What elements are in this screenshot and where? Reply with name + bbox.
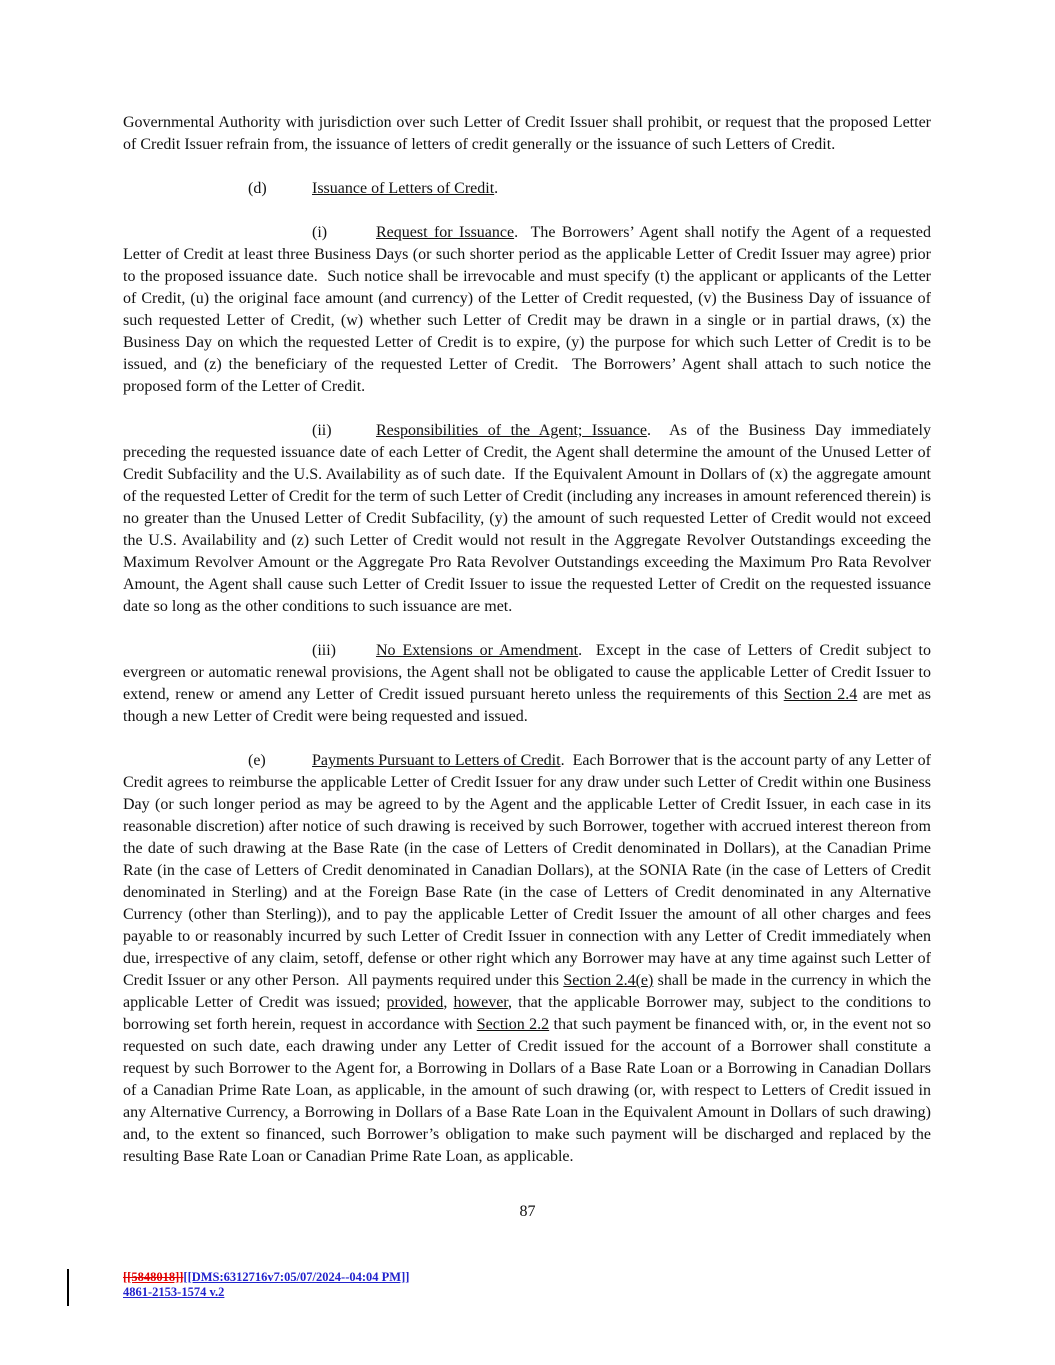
underlined-text: Responsibilities of the Agent; Issuance bbox=[376, 422, 647, 439]
first-line-indent bbox=[123, 654, 312, 655]
underlined-text: Section 2.2 bbox=[476, 1016, 550, 1033]
first-line-indent bbox=[123, 764, 248, 765]
list-label: (ii) bbox=[312, 422, 332, 439]
body-text: . The Borrowers’ Agent shall notify the Agent of a requested Letter of Credit at least three Business Days (or such shorter period as the applicable Letter of Credit Issuer may agree) prior to the proposed issuance date. Such notice shall be irrevocable and must specify (t) the applicant or applicants of the Letter of Credit, (u) the original face amount (and currency) of the Letter of Credit requested, (v) the Business Day of issuance of such requested Letter of Credit, (w) whether such Letter of Credit may be drawn in a single or in partial draws, (x) the Business Day on which the requested Letter of Credit is to expire, (y) the purpose for which such Letter of Credit is to be issued, and (z) the beneficiary of the requested Letter of Credit. The Borrowers’ Agent shall attach to such notice the proposed form of the Letter of Credit. bbox=[123, 224, 935, 395]
underlined-text: Payments Pursuant to Letters of Credit bbox=[312, 752, 561, 769]
first-line-indent bbox=[123, 192, 248, 193]
underlined-text: No Extensions or Amendment bbox=[376, 642, 579, 659]
body-text: are met as though a new Letter of Credit were being requested and issued. bbox=[123, 686, 935, 725]
underlined-text: Section 2.4 bbox=[783, 686, 858, 703]
underlined-text: provided bbox=[386, 994, 444, 1011]
body-text: . As of the Business Day immediately preceding the requested issuance date of each Letter of Credit, the Agent shall determine the amount of the Unused Letter of Credit Subfacility and the U.S. Availability as of such date. If the Equivalent Amount in Dollars of (x) the aggregate amount of the requested Letter of Credit for the term of such Letter of Credit (including any increases in amount referenced therein) is no greater than the Unused Letter of Credit Subfacility, (y) the amount of such requested Letter of Credit would not exceed the U.S. Availability and (z) such Letter of Credit would not result in the Aggregate Revolver Outstandings exceeding the Maximum Revolver Amount or the Aggregate Pro Rata Revolver Outstandings exceeding the Maximum Pro Rata Revolver Amount, the Agent shall cause such Letter of Credit Issuer to issue the requested Letter of Credit on the requested issuance date so long as the other conditions to such issuance are met. bbox=[123, 422, 935, 615]
body-text: , bbox=[443, 994, 454, 1011]
body-text: . Each Borrower that is the account party of any Letter of Credit agrees to reimburse the applicable Letter of Credit Issuer for any draw under such Letter of Credit within one Business Day (or such longer period as may be agreed to by the Agent and the applicable Letter of Credit Issuer, in each case in its reasonable discretion) after notice of such drawing is received by such Borrower, together with accrued interest thereon from the date of such drawing at the Base Rate (in the case of Letters of Credit denominated in Dollars), at the Canadian Prime Rate (in the case of Letters of Credit denominated in Canadian Dollars), at the SONIA Rate (in the case of Letters of Credit denominated in Sterling) and at the Foreign Base Rate (in the case of Letters of Credit denominated in any Alternative Currency (other than Sterling)), and to pay the applicable Letter of Credit Issuer the amount of all other charges and fees payable to or reasonably incurred by such Letter of Credit Issuer in connection with any Letter of Credit immediately when due, irrespective of any claim, setoff, defense or other right which any Borrower may have at any time against such Letter of Credit Issuer or any other Person. All payments required under this bbox=[123, 752, 936, 989]
document-body bbox=[123, 112, 936, 1168]
footer-version-line bbox=[123, 1285, 409, 1300]
list-label: (i) bbox=[312, 224, 328, 241]
paragraph-intro bbox=[123, 112, 935, 156]
body-text: shall be made in the currency in which the applicable Letter of Credit was issued; bbox=[123, 972, 936, 1011]
first-line-indent bbox=[123, 434, 312, 435]
underlined-text: Issuance of Letters of Credit bbox=[312, 180, 495, 197]
underlined-text: Request for Issuance bbox=[376, 224, 515, 241]
paragraph-i bbox=[123, 222, 935, 398]
paragraph-e bbox=[123, 750, 936, 1168]
body-text: . Except in the case of Letters of Credit subject to evergreen or automatic renewal provisions, the Agent shall not be obligated to cause the applicable Letter of Credit Issuer to extend, renew or amend any Letter of Credit issued pursuant hereto unless the requirements of this bbox=[123, 642, 935, 703]
footer-doc-id-struck: [[5848018]] bbox=[123, 1270, 184, 1284]
list-label: (e) bbox=[248, 752, 266, 769]
body-text: . bbox=[494, 180, 499, 197]
paragraph-ii bbox=[123, 420, 935, 618]
list-label: (iii) bbox=[312, 642, 336, 659]
paragraph-iii bbox=[123, 640, 935, 728]
body-text: that such payment be financed with, or, in the event not so requested on such date, each drawing under any Letter of Credit issued for the account of a Borrower shall constitute a request by such Borrower to the Agent for, a Borrowing in Dollars of a Base Rate Loan or a Borrowing in Canadian Dollars of a Canadian Prime Rate Loan, as applicable, in the amount of such drawing (or, with respect to Letters of Credit issued in any Alternative Currency, a Borrowing in Dollars of a Base Rate Loan in the Equivalent Amount in Dollars of such drawing) and, to the extent so financed, such Borrower’s obligation to make such payment will be discharged and replaced by the resulting Base Rate Loan or Canadian Prime Rate Loan, as applicable. bbox=[123, 1016, 935, 1165]
first-line-indent bbox=[123, 236, 312, 237]
list-label: (d) bbox=[248, 180, 267, 197]
page-number: 87 bbox=[519, 1203, 536, 1220]
footer-doc-id-dms: [[DMS:6312716v7:05/07/2024--04:04 PM]] bbox=[183, 1270, 410, 1284]
underlined-text: Section 2.4(e) bbox=[563, 972, 654, 989]
change-bar bbox=[67, 1269, 69, 1306]
body-text: Governmental Authority with jurisdiction over such Letter of Credit Issuer shall prohibit, or request that the proposed Letter of Credit Issuer refrain from, the issuance of letters of credit generally or the issuance of such Letters of Credit. bbox=[123, 114, 935, 153]
body-text: , that the applicable Borrower may, subject to the conditions to borrowing set forth herein, request in accordance with bbox=[123, 994, 936, 1033]
heading-d bbox=[123, 178, 931, 200]
footer-version: 4861-2153-1574 v.2 bbox=[123, 1285, 225, 1299]
footer bbox=[123, 1270, 409, 1300]
footer-doc-id-line bbox=[123, 1270, 409, 1285]
underlined-text: however bbox=[453, 994, 508, 1011]
